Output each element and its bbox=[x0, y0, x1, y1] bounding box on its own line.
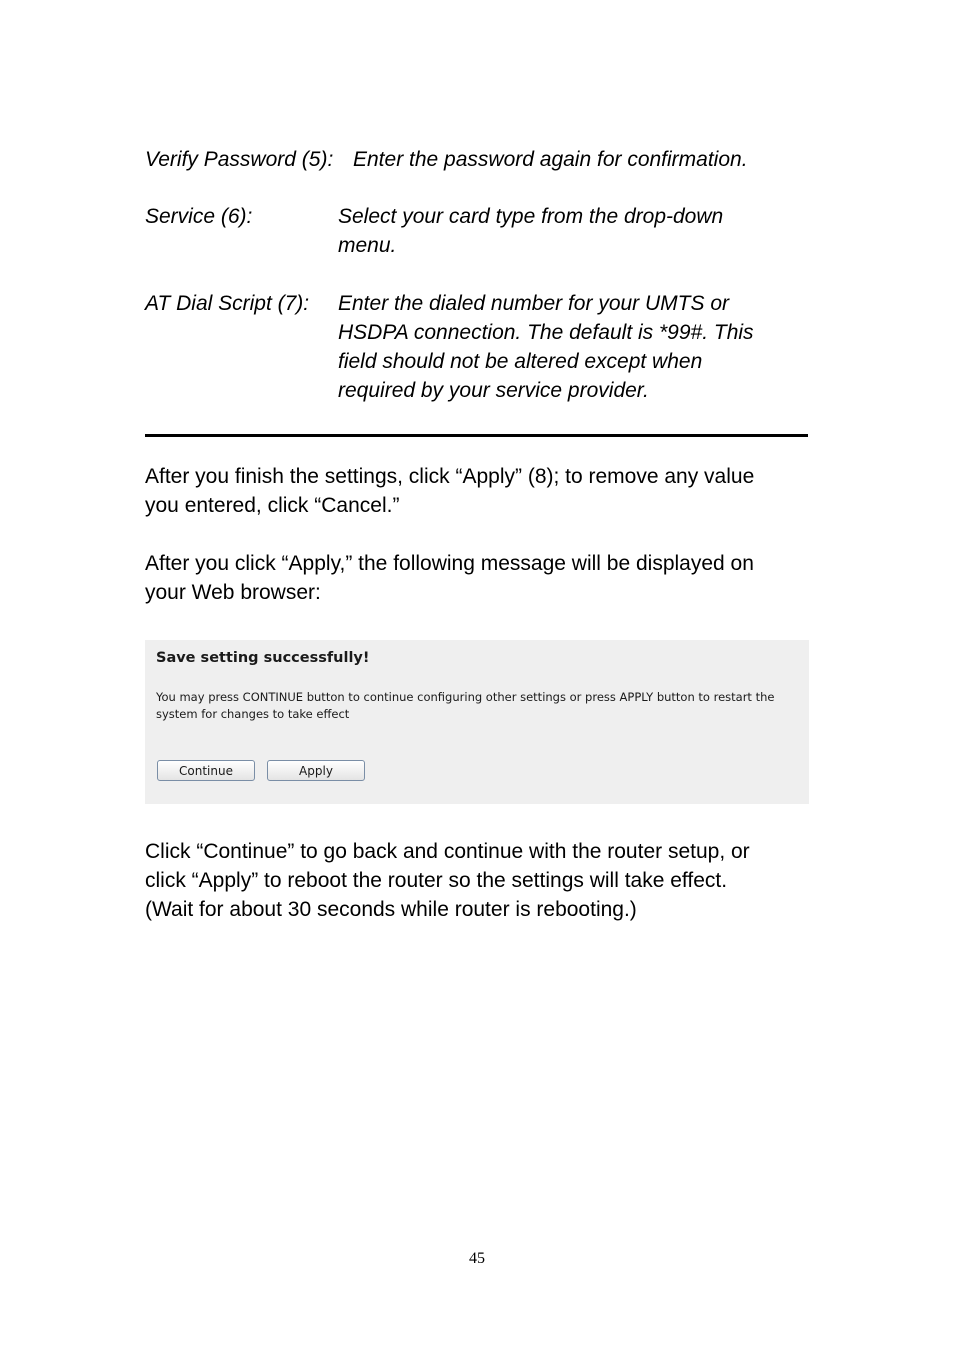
page-number: 45 bbox=[469, 1250, 485, 1267]
desc-verify-password: Enter the password again for confirmation. bbox=[353, 148, 748, 171]
panel-message-line-2: system for changes to take effect bbox=[156, 707, 350, 721]
apply-button[interactable]: Apply bbox=[267, 760, 365, 781]
paragraph-continue-line-2: click “Apply” to reboot the router so the settings will take effect. bbox=[145, 869, 728, 892]
desc-at-dial-line-2: HSDPA connection. The default is *99#. This bbox=[338, 321, 754, 344]
desc-at-dial-line-1: Enter the dialed number for your UMTS or bbox=[338, 292, 730, 315]
term-service: Service (6): bbox=[145, 205, 253, 228]
paragraph-apply-line-1: After you finish the settings, click “Apply” (8); to remove any value bbox=[145, 465, 755, 488]
save-success-panel bbox=[145, 640, 809, 804]
paragraph-continue-line-1: Click “Continue” to go back and continue with the router setup, or bbox=[145, 840, 750, 863]
panel-title: Save setting successfully! bbox=[156, 650, 370, 666]
panel-message bbox=[156, 689, 774, 723]
desc-at-dial-line-4: required by your service provider. bbox=[338, 379, 649, 402]
term-verify-password: Verify Password (5): bbox=[145, 148, 334, 171]
paragraph-continue-line-3: (Wait for about 30 seconds while router is rebooting.) bbox=[145, 898, 637, 921]
desc-service-line-1: Select your card type from the drop-down bbox=[338, 205, 724, 228]
desc-at-dial-line-3: field should not be altered except when bbox=[338, 350, 703, 373]
term-at-dial-script: AT Dial Script (7): bbox=[145, 292, 310, 315]
panel-message-line-1: You may press CONTINUE button to continue configuring other settings or press APPLY button to restart the bbox=[156, 690, 775, 704]
section-divider bbox=[145, 434, 808, 437]
paragraph-message-line-1: After you click “Apply,” the following message will be displayed on bbox=[145, 552, 754, 575]
paragraph-message-line-2: your Web browser: bbox=[145, 581, 321, 604]
paragraph-apply-line-2: you entered, click “Cancel.” bbox=[145, 494, 400, 517]
continue-button[interactable]: Continue bbox=[157, 760, 255, 781]
desc-service-line-2: menu. bbox=[338, 234, 397, 257]
